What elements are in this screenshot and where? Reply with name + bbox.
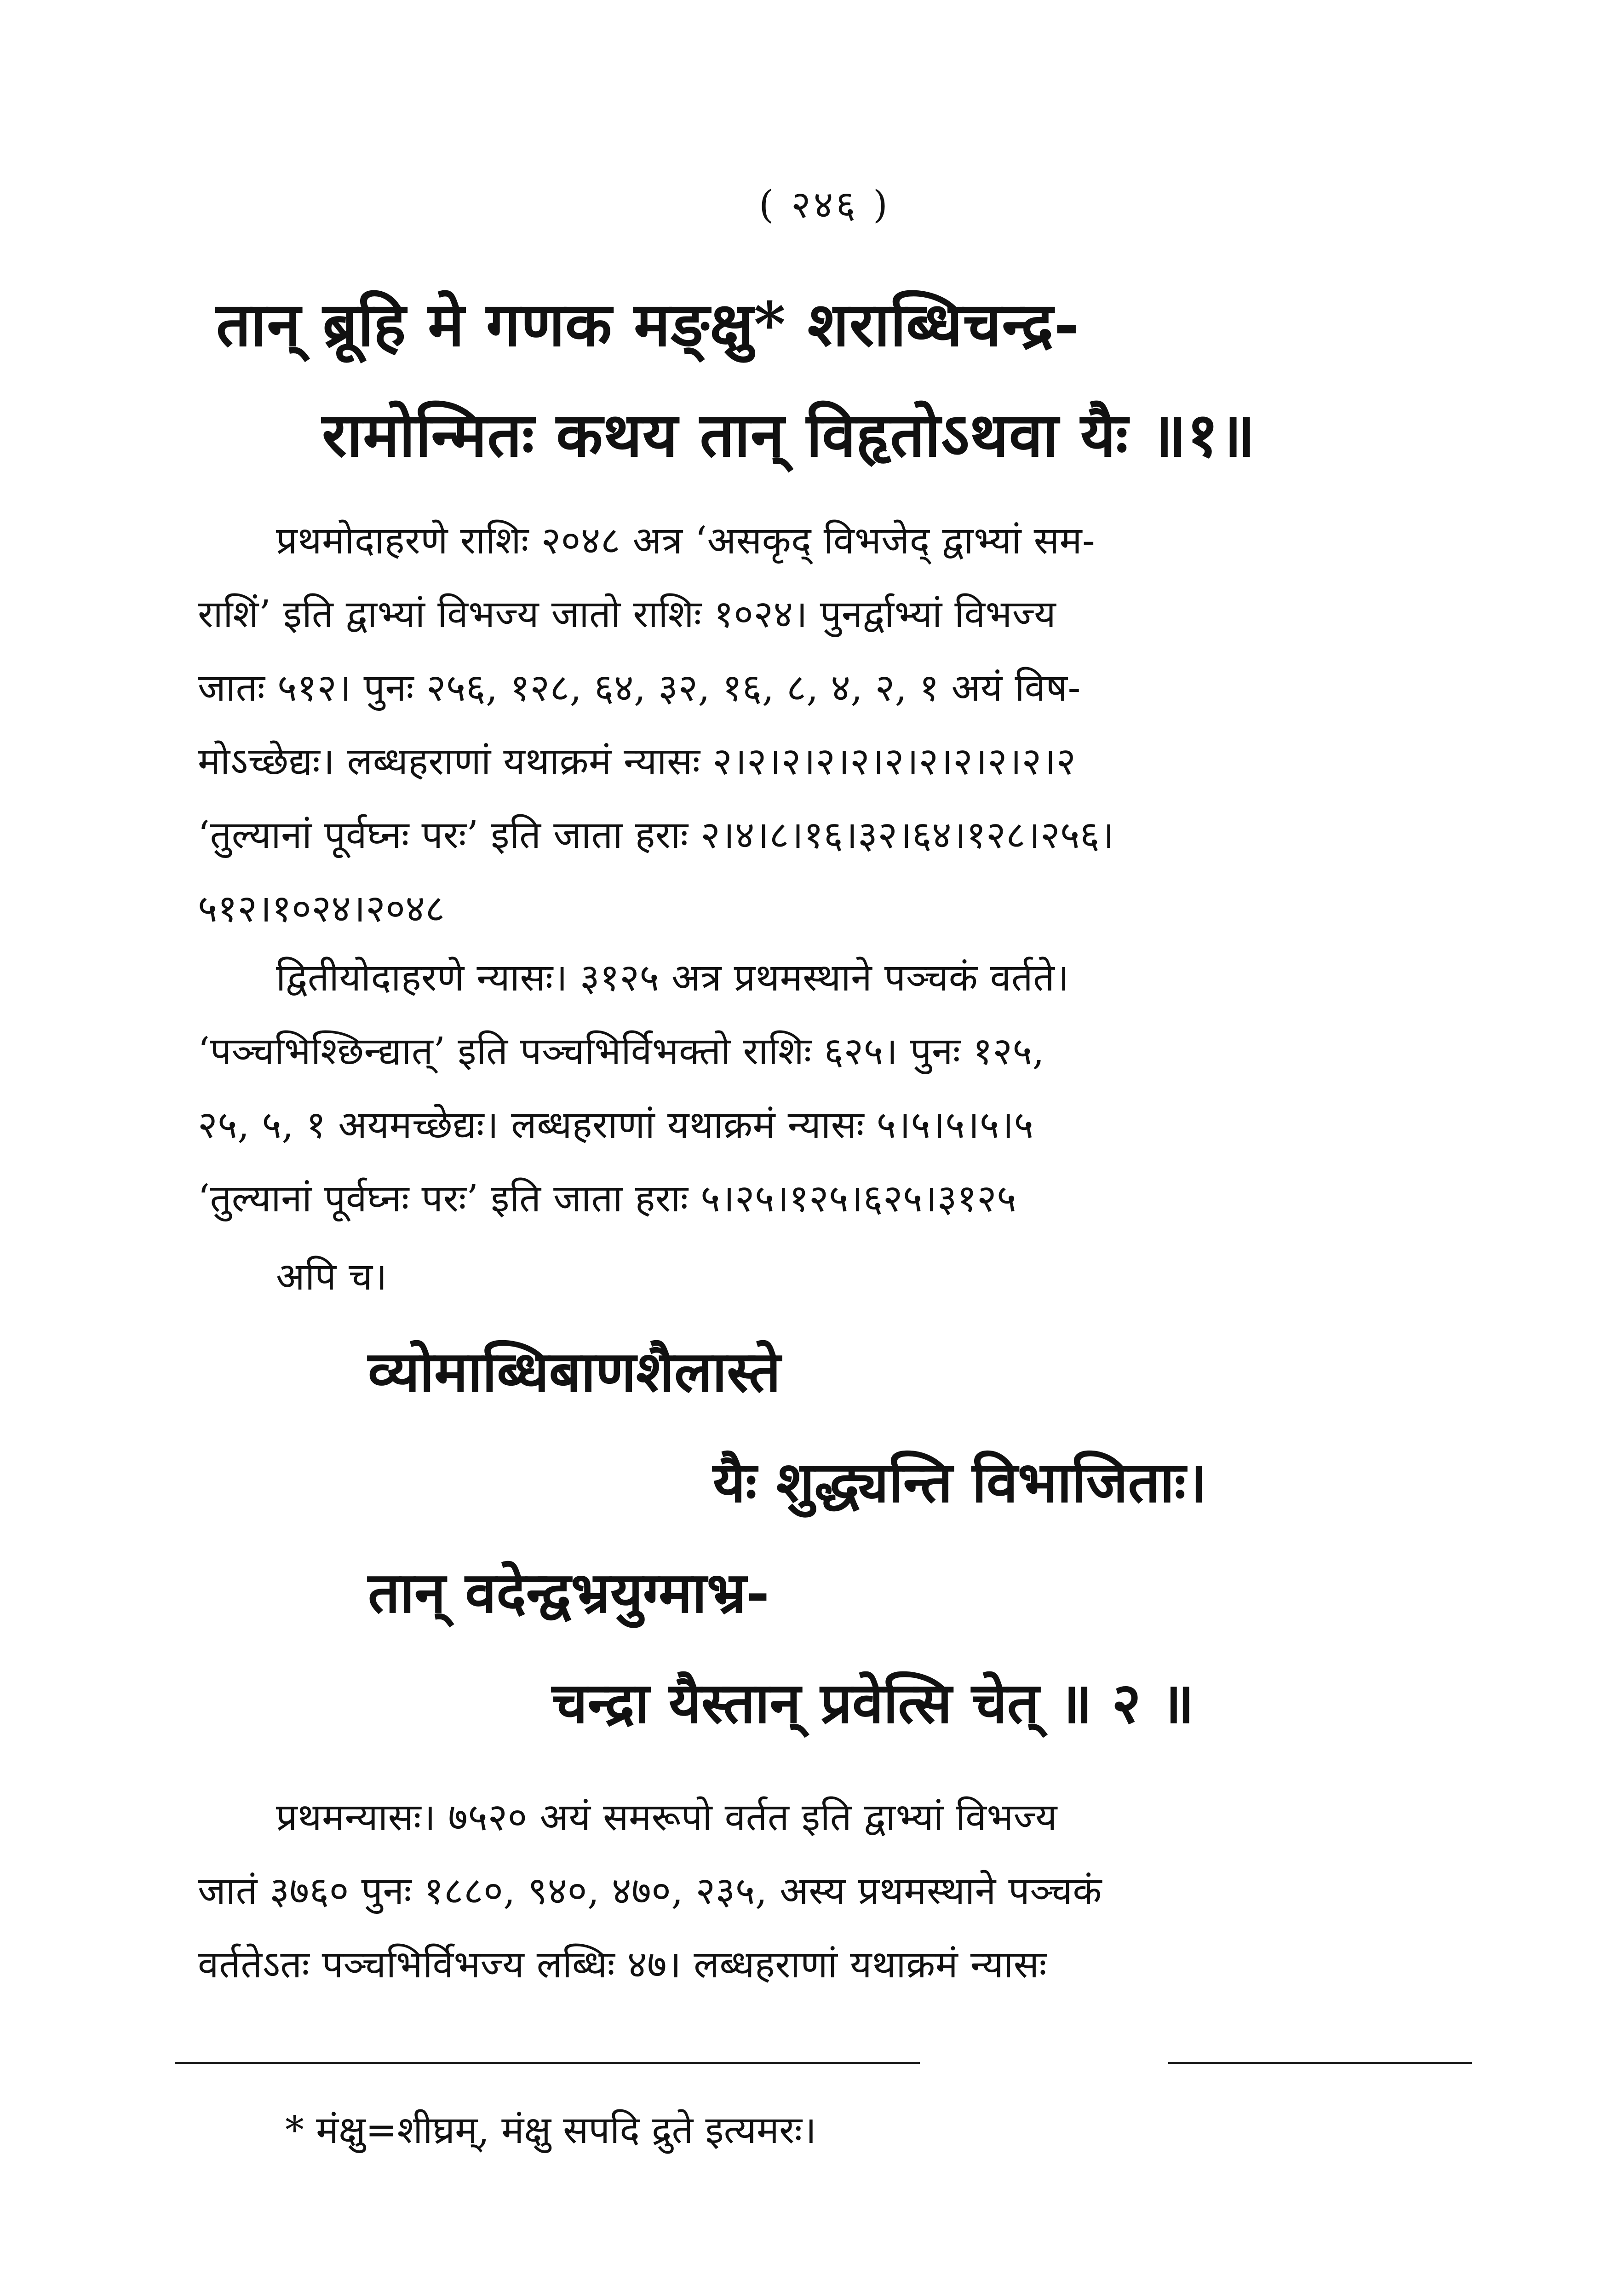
verse2-line1: व्योमाब्धिबाणशैलास्ते [368, 1338, 781, 1405]
verse2-line2: यैः शुद्ध्यन्ति विभाजिताः। [713, 1449, 1207, 1515]
footnote-rule-right [1168, 2062, 1472, 2064]
para1-line1: प्रथमोदाहरणे राशिः २०४८ अत्र ‘असकृद् विभजेद् द्वाभ्यां सम- [276, 519, 1096, 563]
para2-line2: ‘पञ्चभिश्छिन्द्यात्’ इति पञ्चभिर्विभक्तो राशिः ६२५। पुनः १२५, [198, 1030, 1045, 1073]
para1-line3: जातः ५१२। पुनः २५६, १२८, ६४, ३२, १६, ८, ४, २, १ अयं विष- [198, 666, 1081, 710]
verse1-line1: तान् ब्रूहि मे गणक मङ्क्षु* शराब्धिचन्द्र- [216, 289, 1080, 360]
footnote-rule-left [175, 2062, 920, 2064]
api-ca: अपि च। [276, 1255, 388, 1299]
para1-line6: ५१२।१०२४।२०४८ [198, 887, 445, 931]
verse2-line4: चन्द्रा यैस्तान् प्रवेत्सि चेत् ॥ २ ॥ [552, 1670, 1194, 1736]
para1-line2: राशिं’ इति द्वाभ्यां विभज्य जातो राशिः १०२४। पुनर्द्वाभ्यां विभज्य [198, 593, 1056, 636]
para2-line4: ‘तुल्यानां पूर्वघ्नः परः’ इति जाता हराः ५।२५।१२५।६२५।३१२५ [198, 1177, 1017, 1221]
para3-line1: प्रथमन्यासः। ७५२० अयं समरूपो वर्तत इति द्वाभ्यां विभज्य [276, 1796, 1057, 1839]
verse1-line2: रामोन्मितः कथय तान् विहृतोऽथवा यैः ॥१॥ [322, 399, 1256, 471]
para1-line4: मोऽच्छेद्यः। लब्धहराणां यथाक्रमं न्यासः २।२।२।२।२।२।२।२।२।२।२ [198, 740, 1076, 783]
footnote: * मंक्षु=शीघ्रम्, मंक्षु सपदि द्रुते इत्यमरः। [285, 2108, 817, 2152]
para1-line5: ‘तुल्यानां पूर्वघ्नः परः’ इति जाता हराः २।४।८।१६।३२।६४।१२८।२५६। [198, 813, 1114, 857]
para2-line3: २५, ५, १ अयमच्छेद्यः। लब्धहराणां यथाक्रमं न्यासः ५।५।५।५।५ [198, 1103, 1034, 1147]
verse2-line3: तान् वदेन्द्वभ्रयुग्माभ्र- [368, 1559, 770, 1625]
page-number: ( २४६ ) [759, 183, 891, 227]
para3-line2: जातं ३७६० पुनः १८८०, ९४०, ४७०, २३५, अस्य प्रथमस्थाने पञ्चकं [198, 1869, 1102, 1913]
para3-line3: वर्ततेऽतः पञ्चभिर्विभज्य लब्धिः ४७। लब्धहराणां यथाक्रमं न्यासः [198, 1943, 1047, 1987]
para2-line1: द्वितीयोदाहरणे न्यासः। ३१२५ अत्र प्रथमस्थाने पञ्चकं वर्तते। [276, 956, 1069, 1000]
